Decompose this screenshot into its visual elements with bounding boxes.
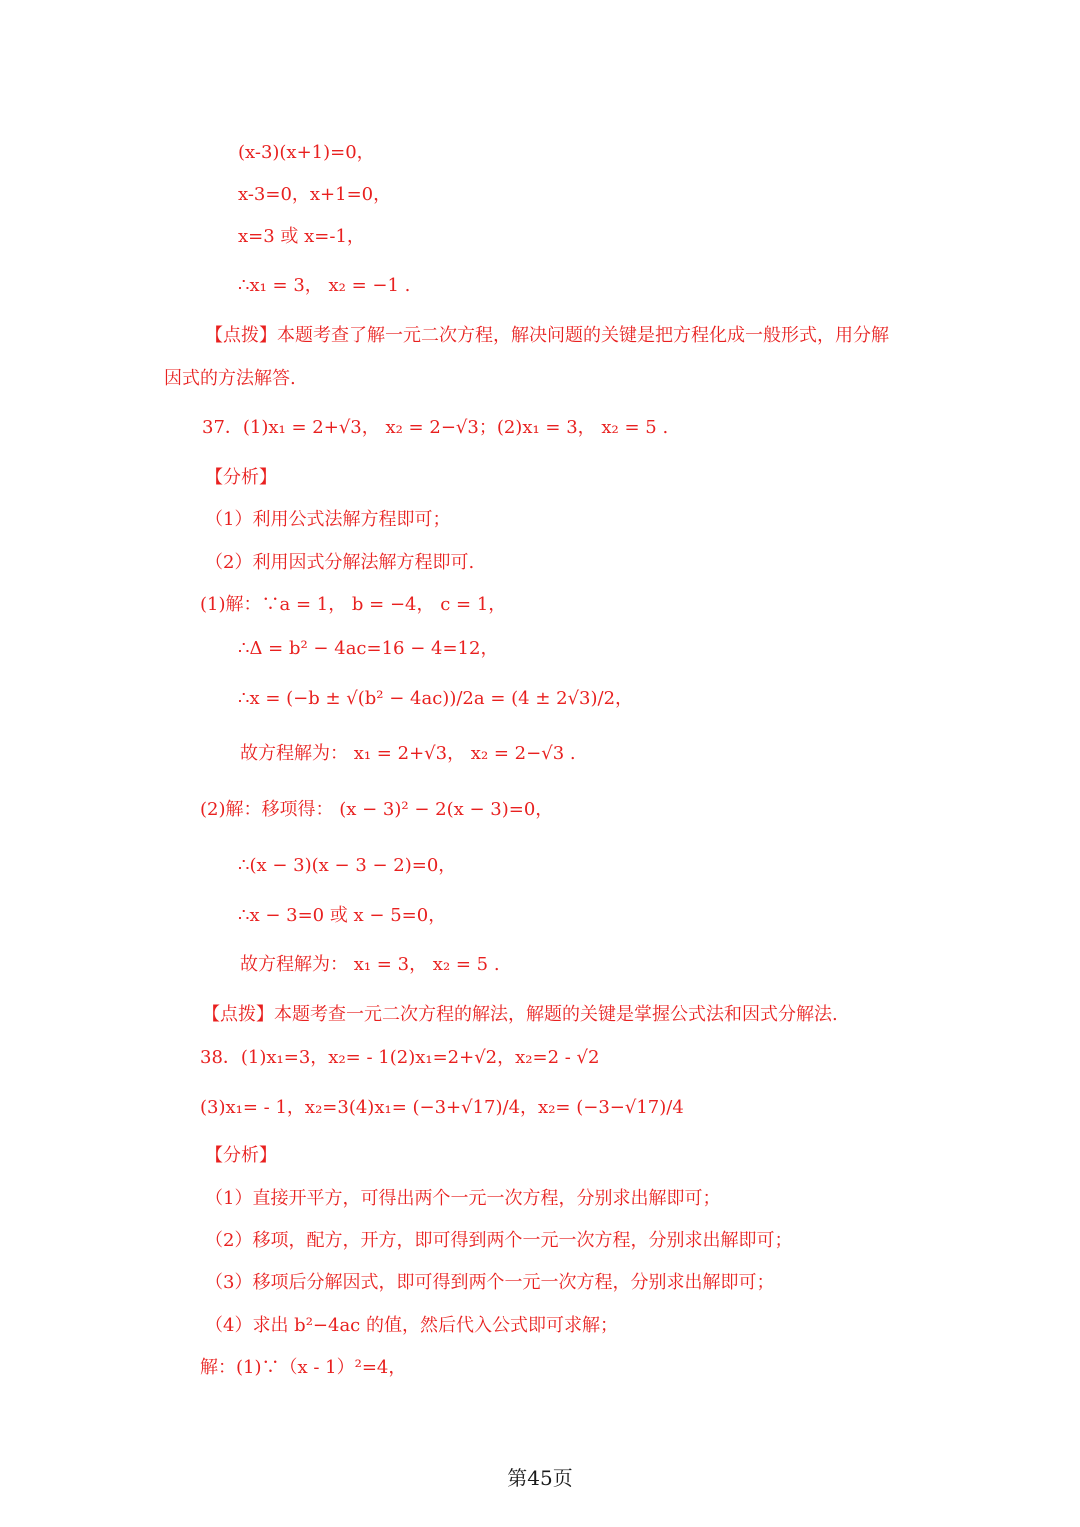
q37-part2-result: 故方程解为： x₁ = 3， x₂ = 5 . — [240, 954, 500, 975]
q38-answer-line-1: 38．(1)x₁=3，x₂= - 1(2)x₁=2+√2，x₂=2 - √2 — [200, 1047, 600, 1068]
q37-part1-delta: ∴Δ = b² − 4ac=16 − 4=12， — [238, 638, 499, 659]
page-footer: 第45页 — [507, 1466, 573, 1490]
q38-answer-line-2: (3)x₁= - 1，x₂=3(4)x₁= (−3+√17)/4，x₂= (−3−√17)/4 — [200, 1097, 684, 1118]
note-text-1: 本题考查了解一元二次方程，解决问题的关键是把方程化成一般形式，用分解 — [277, 325, 889, 346]
q37-answer: 37．(1)x₁ = 2+√3， x₂ = 2−√3；(2)x₁ = 3， x₂ = 5 . — [202, 417, 669, 438]
prev-solution-line-4: ∴x₁ = 3， x₂ = −1 . — [238, 275, 411, 296]
q38-analysis-4: （4）求出 b²−4ac 的值，然后代入公式即可求解； — [205, 1315, 618, 1336]
prev-solution-line-3: x=3 或 x=-1， — [238, 226, 365, 247]
prev-solution-line-2: x-3=0，x+1=0， — [238, 184, 392, 205]
note-text: 本题考查一元二次方程的解法，解题的关键是掌握公式法和因式分解法. — [274, 1004, 838, 1025]
q37-part1-formula: ∴x = (−b ± √(b² − 4ac))/2a = (4 ± 2√3)/2， — [238, 688, 634, 709]
q38-analysis-tag: 【分析】 — [205, 1145, 277, 1166]
q37-part1-head: (1)解：∵a = 1， b = −4， c = 1， — [200, 594, 507, 615]
note-tag: 【点拨】 — [202, 1004, 274, 1025]
q38-analysis-3: （3）移项后分解因式，即可得到两个一元一次方程，分别求出解即可； — [205, 1272, 775, 1293]
q37-part1-result: 故方程解为： x₁ = 2+√3， x₂ = 2−√3 . — [240, 743, 576, 764]
q38-solution-start: 解：(1)∵（x - 1）²=4， — [200, 1357, 407, 1378]
prev-note — [205, 324, 889, 348]
q37-part2-roots: ∴x − 3=0 或 x − 5=0， — [238, 905, 447, 926]
q37-analysis-1: （1）利用公式法解方程即可； — [205, 509, 451, 530]
q37-note — [202, 1003, 838, 1027]
q38-analysis-1: （1）直接开平方，可得出两个一元一次方程，分别求出解即可； — [205, 1188, 721, 1209]
prev-solution-line-1: (x-3)(x+1)=0， — [238, 142, 375, 163]
q37-analysis-2: （2）利用因式分解法解方程即可. — [205, 552, 475, 573]
note-tag: 【点拨】 — [205, 325, 277, 346]
q37-part2-factor: ∴(x − 3)(x − 3 − 2)=0， — [238, 855, 457, 876]
q38-analysis-2: （2）移项，配方，开方，即可得到两个一元一次方程，分别求出解即可； — [205, 1230, 793, 1251]
q37-analysis-tag: 【分析】 — [205, 467, 277, 488]
q37-part2-head: (2)解：移项得： (x − 3)² − 2(x − 3)=0， — [200, 799, 554, 820]
note-text-2: 因式的方法解答. — [164, 368, 296, 389]
